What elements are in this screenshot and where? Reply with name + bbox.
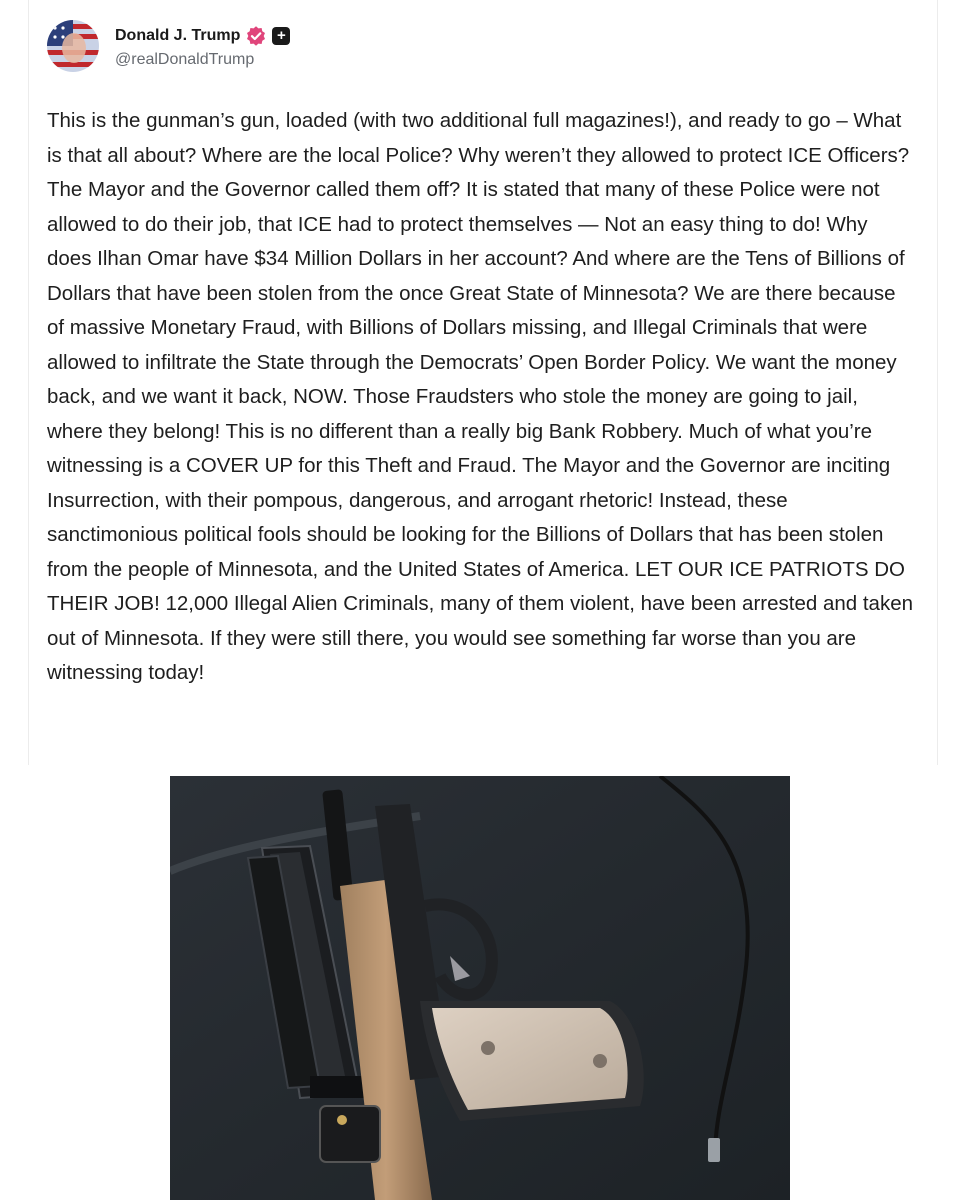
author-name-row (115, 23, 290, 49)
post-image-handgun[interactable] (170, 776, 790, 1200)
author-name[interactable]: Donald J. Trump (115, 27, 241, 44)
post-body-text: This is the gunman’s gun, loaded (with two additional full magazines!), and ready to go – What is that all about? Where are the local Police? Why weren’t they allowed to protect ICE Officers? The Mayor and the Governor called them off? It is stated that many of these Police were not allowed to do their job, that ICE had to protect themselves — Not an easy thing to do! Why does Ilhan Omar have $34 Million Dollars in her account? And where are the Tens of Billions of Dollars that have been stolen from the once Great State of Minnesota? We are there because of massive Monetary Fraud, with Billions of Dollars missing, and Illegal Criminals that were allowed to infiltrate the State through the Democrats’ Open Border Policy. We want the money back, and we want it back, NOW. Those Fraudsters who stole the money are going to jail, where they belong! This is no different than a really big Bank Robbery. Much of what you’re witnessing is a COVER UP for this Theft and Fraud. The Mayor and the Governor are inciting Insurrection, with their pompous, dangerous, and arrogant rhetoric! Instead, these sanctimonious political fools should be looking for the Billions of Dollars that has been stolen from the people of Minnesota, and the United States of America. LET OUR ICE PATRIOTS DO THEIR JOB! 12,000 Illegal Alien Criminals, many of them violent, have been arrested and taken out of Minnesota. If they were still there, you would see something far worse than you are witnessing today! (47, 109, 914, 684)
verified-badge-icon (246, 26, 266, 46)
avatar[interactable] (47, 20, 99, 72)
author-meta (115, 23, 290, 69)
post-card (28, 0, 938, 765)
plus-badge-icon: + (272, 27, 290, 45)
post-header (47, 18, 290, 74)
author-handle[interactable]: @realDonaldTrump (115, 51, 255, 68)
